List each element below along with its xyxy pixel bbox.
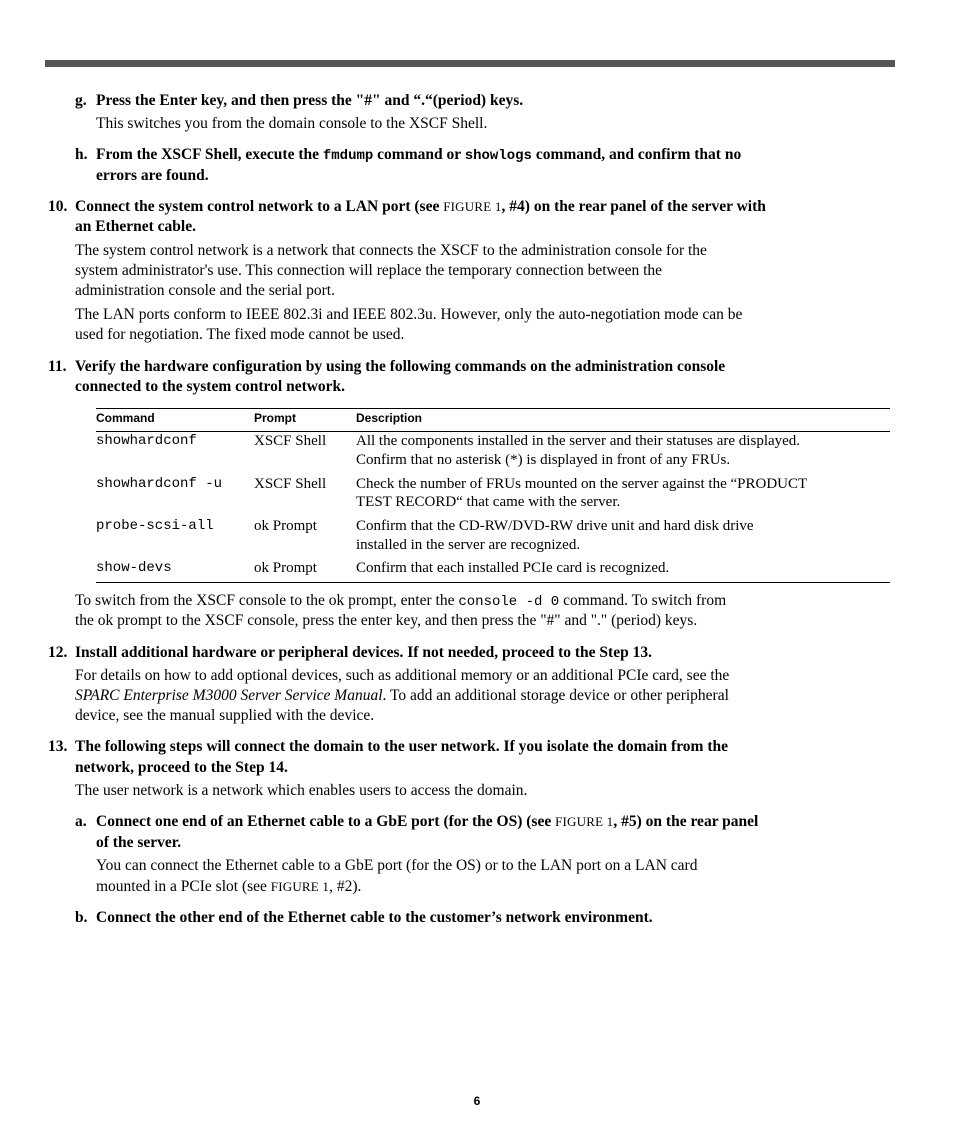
step-11-heading-line2: connected to the system control network. bbox=[75, 378, 346, 395]
table-header-description: Description bbox=[356, 411, 423, 425]
table-cell-description: Check the number of FRUs mounted on the server against the “PRODUCT bbox=[356, 476, 808, 492]
table-cell-description: installed in the server are recognized. bbox=[356, 537, 581, 553]
step-12-heading: Install additional hardware or peripheral devices. If not needed, proceed to the Step 13. bbox=[75, 644, 652, 661]
table-cell-command: probe-scsi-all bbox=[96, 518, 214, 534]
table-header-prompt: Prompt bbox=[254, 411, 296, 425]
table-cell-description: TEST RECORD“ that came with the server. bbox=[356, 494, 621, 510]
step-a-heading: Connect one end of an Ethernet cable to a GbE port (for the OS) (see FIGURE 1, #5) on the rear panel bbox=[96, 813, 759, 830]
fmdump-command: fmdump bbox=[322, 148, 374, 164]
table-cell-description: Confirm that no asterisk (*) is displayed in front of any FRUs. bbox=[356, 452, 731, 468]
step-11-after-line2: the ok prompt to the XSCF console, press the enter key, and then press the "#" and "." (period) keys. bbox=[75, 612, 698, 629]
header-rule bbox=[45, 60, 895, 67]
table-cell-command: show-devs bbox=[96, 560, 172, 576]
step-13-body: The user network is a network which enables users to access the domain. bbox=[75, 782, 528, 799]
table-top-rule bbox=[96, 408, 890, 409]
step-10-p2-line1: The LAN ports conform to IEEE 802.3i and IEEE 802.3u. However, only the auto-negotiation mode can be bbox=[75, 306, 743, 323]
step-g-marker: g. bbox=[75, 92, 87, 109]
step-13-marker: 13. bbox=[48, 738, 68, 755]
step-10-heading-line2: an Ethernet cable. bbox=[75, 218, 196, 235]
step-12-body-line1: For details on how to add optional devices, such as additional memory or an additional PCIe card, see the bbox=[75, 667, 730, 684]
step-11-marker: 11. bbox=[48, 358, 67, 375]
step-10-marker: 10. bbox=[48, 198, 68, 215]
figure-ref: FIGURE 1 bbox=[555, 814, 614, 829]
table-cell-prompt: XSCF Shell bbox=[254, 476, 327, 492]
step-h-heading-line2: errors are found. bbox=[96, 167, 209, 184]
table-header-command: Command bbox=[96, 411, 155, 425]
table-cell-prompt: ok Prompt bbox=[254, 560, 317, 576]
manual-title: SPARC Enterprise M3000 Server Service Manual bbox=[75, 687, 383, 704]
step-a-body-line1: You can connect the Ethernet cable to a GbE port (for the OS) or to the LAN port on a LAN card bbox=[96, 857, 698, 874]
table-cell-description: Confirm that each installed PCIe card is recognized. bbox=[356, 560, 670, 576]
step-10-p1-line2: system administrator's use. This connection will replace the temporary connection between the bbox=[75, 262, 663, 279]
step-h-marker: h. bbox=[75, 146, 88, 163]
figure-ref: FIGURE 1 bbox=[443, 199, 502, 214]
step-a-heading-line2: of the server. bbox=[96, 834, 182, 851]
step-10-heading: Connect the system control network to a LAN port (see FIGURE 1, #4) on the rear panel of the server with bbox=[75, 198, 766, 215]
step-11-after-line1: To switch from the XSCF console to the ok prompt, enter the console -d 0 command. To switch from bbox=[75, 592, 727, 610]
table-cell-description: All the components installed in the server and their statuses are displayed. bbox=[356, 433, 801, 449]
step-10-p1-line1: The system control network is a network that connects the XSCF to the administration console for the bbox=[75, 242, 707, 259]
page-number: 6 bbox=[473, 1094, 481, 1108]
table-bottom-rule bbox=[96, 582, 890, 583]
table-cell-description: Confirm that the CD-RW/DVD-RW drive unit and hard disk drive bbox=[356, 518, 754, 534]
step-13-heading: The following steps will connect the domain to the user network. If you isolate the domain from the bbox=[75, 738, 728, 755]
step-12-body-line3: device, see the manual supplied with the device. bbox=[75, 707, 375, 724]
step-b-heading: Connect the other end of the Ethernet cable to the customer’s network environment. bbox=[96, 909, 653, 926]
table-cell-prompt: ok Prompt bbox=[254, 518, 317, 534]
step-g-heading: Press the Enter key, and then press the "#" and “.“(period) keys. bbox=[96, 92, 524, 109]
table-cell-command: showhardconf -u bbox=[96, 476, 223, 492]
step-12-marker: 12. bbox=[48, 644, 68, 661]
table-cell-prompt: XSCF Shell bbox=[254, 433, 327, 449]
step-10-p2-line2: used for negotiation. The fixed mode cannot be used. bbox=[75, 326, 405, 343]
figure-ref: FIGURE 1 bbox=[270, 879, 330, 894]
step-a-marker: a. bbox=[75, 813, 87, 830]
step-10-p1-line3: administration console and the serial port. bbox=[75, 282, 335, 299]
step-h-heading: From the XSCF Shell, execute the fmdump command or showlogs command, and confirm that no bbox=[96, 146, 742, 164]
step-11-heading: Verify the hardware configuration by using the following commands on the administration console bbox=[75, 358, 726, 375]
step-12-body-line2: SPARC Enterprise M3000 Server Service Manual. To add an additional storage device or other peripheral bbox=[75, 687, 729, 704]
step-13-heading-line2: network, proceed to the Step 14. bbox=[75, 759, 288, 776]
console-command: console -d 0 bbox=[458, 594, 560, 610]
step-a-body-line2: mounted in a PCIe slot (see FIGURE 1, #2). bbox=[96, 878, 362, 895]
step-b-marker: b. bbox=[75, 909, 88, 926]
showlogs-command: showlogs bbox=[464, 148, 532, 164]
table-cell-command: showhardconf bbox=[96, 433, 197, 449]
step-g-body: This switches you from the domain console to the XSCF Shell. bbox=[96, 115, 488, 132]
